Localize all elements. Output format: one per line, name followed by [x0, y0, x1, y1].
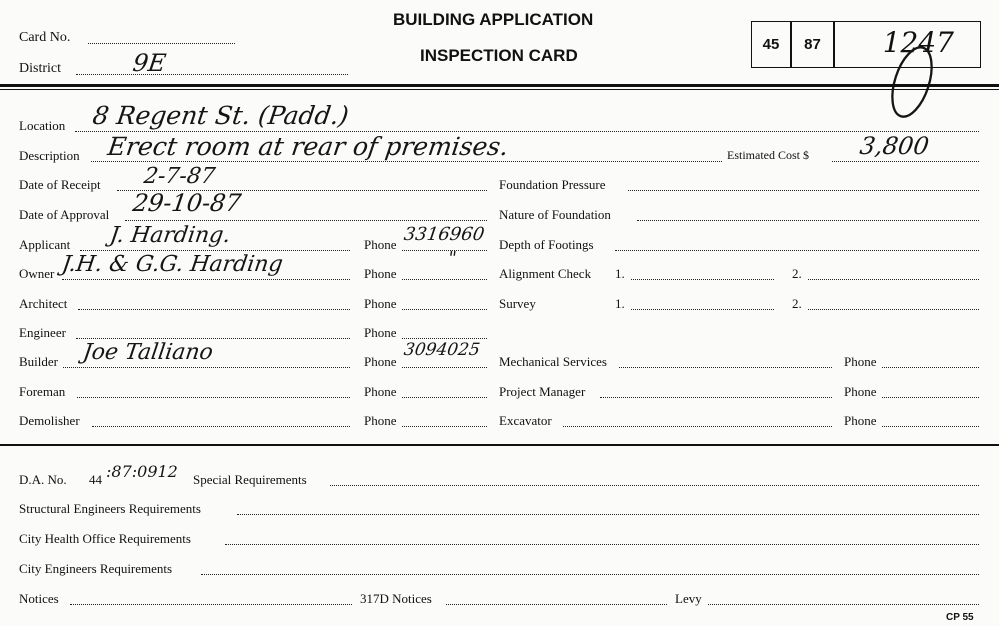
foreman-label: Foreman [19, 384, 66, 399]
applicant-label: Applicant [19, 237, 71, 252]
da-label: D.A. No. [19, 472, 67, 487]
owner-phone-label: Phone [364, 266, 397, 281]
architect-phone-label: Phone [364, 296, 397, 311]
approval-label: Date of Approval [19, 207, 110, 222]
card-number-value: 1247 [882, 26, 954, 59]
da-value: :87:0912 [106, 462, 178, 481]
card-no-line [88, 43, 235, 44]
notices-line [70, 604, 352, 605]
foundation-pressure-line [628, 190, 979, 191]
special-req-label: Special Requirements [193, 472, 307, 487]
engineer-line [76, 338, 350, 339]
structural-req-label: Structural Engineers Requirements [19, 501, 201, 516]
notices-317d-label: 317D Notices [360, 591, 432, 606]
approval-value: 29-10-87 [131, 189, 243, 217]
special-req-line [330, 485, 979, 486]
da-prefix: 44 [89, 472, 102, 487]
box-series: 45 [751, 21, 791, 68]
owner-value: J.H. & G.G. Harding [60, 252, 285, 277]
applicant-phone-line [402, 250, 487, 251]
description-value: Erect room at rear of premises. [105, 132, 511, 161]
notices-label: Notices [19, 591, 59, 606]
project-manager-line [600, 397, 832, 398]
estimated-cost-line [832, 161, 979, 162]
estimated-cost-label: Estimated Cost $ [727, 148, 809, 162]
structural-req-line [237, 514, 979, 515]
engineer-phone-label: Phone [364, 325, 397, 340]
district-label: District [19, 61, 61, 76]
mechanical-line [619, 367, 832, 368]
owner-phone-value: " [446, 248, 458, 269]
excavator-phone-line [882, 426, 979, 427]
excavator-label: Excavator [499, 413, 552, 428]
foundation-pressure-label: Foundation Pressure [499, 177, 606, 192]
survey-1-label: 1. [615, 296, 625, 311]
owner-line [62, 279, 350, 280]
form-code: CP 55 [946, 612, 974, 623]
pm-phone-label: Phone [844, 384, 877, 399]
pm-phone-line [882, 397, 979, 398]
demolisher-label: Demolisher [19, 413, 80, 428]
header-rule-top [0, 84, 999, 87]
owner-phone-line [402, 279, 487, 280]
depth-footings-line [615, 250, 979, 251]
applicant-value: J. Harding. [108, 223, 233, 248]
mechanical-label: Mechanical Services [499, 354, 607, 369]
architect-label: Architect [19, 296, 68, 311]
estimated-cost-value: 3,800 [858, 132, 931, 160]
builder-phone-value: 3094025 [402, 340, 482, 360]
demolisher-phone-line [402, 426, 487, 427]
city-eng-req-label: City Engineers Requirements [19, 561, 173, 576]
alignment-check-label: Alignment Check [499, 266, 592, 281]
demolisher-phone-label: Phone [364, 413, 397, 428]
description-label: Description [19, 148, 80, 163]
receipt-value: 2-7-87 [142, 164, 217, 189]
survey-2-label: 2. [792, 296, 802, 311]
applicant-line [80, 250, 350, 251]
engineer-phone-line [402, 338, 487, 339]
depth-footings-label: Depth of Footings [499, 237, 594, 252]
engineer-label: Engineer [19, 325, 66, 340]
alignment-2-line [808, 279, 979, 280]
foreman-line [77, 397, 350, 398]
applicant-phone-value: 3316960 [402, 224, 486, 245]
box-year: 87 [791, 21, 834, 68]
mechanical-phone-label: Phone [844, 354, 877, 369]
alignment-1-label: 1. [615, 266, 625, 281]
section-rule [0, 444, 999, 446]
district-line [76, 74, 348, 75]
location-label: Location [19, 118, 66, 133]
excavator-line [563, 426, 832, 427]
builder-value: Joe Talliano [81, 340, 215, 365]
description-line [91, 161, 722, 162]
form-title-line1: BUILDING APPLICATION [393, 10, 594, 29]
levy-label: Levy [675, 591, 702, 606]
survey-label: Survey [499, 296, 536, 311]
health-req-line [225, 544, 979, 545]
approval-line [125, 220, 487, 221]
health-req-label: City Health Office Requirements [19, 531, 191, 546]
header-rule-bottom [0, 89, 999, 90]
alignment-1-line [631, 279, 774, 280]
nature-foundation-label: Nature of Foundation [499, 207, 611, 222]
form-title-line2: INSPECTION CARD [420, 46, 578, 65]
excavator-phone-label: Phone [844, 413, 877, 428]
demolisher-line [92, 426, 350, 427]
survey-1-line [631, 309, 774, 310]
builder-label: Builder [19, 354, 58, 369]
levy-line [708, 604, 979, 605]
applicant-phone-label: Phone [364, 237, 397, 252]
city-eng-req-line [201, 574, 979, 575]
builder-phone-line [402, 367, 487, 368]
architect-line [78, 309, 350, 310]
builder-phone-label: Phone [364, 354, 397, 369]
survey-2-line [808, 309, 979, 310]
card-no-label: Card No. [19, 30, 71, 45]
foreman-phone-line [402, 397, 487, 398]
notices-317d-line [446, 604, 667, 605]
owner-label: Owner [19, 266, 55, 281]
location-value: 8 Regent St. (Padd.) [90, 101, 351, 130]
district-value: 9E [131, 49, 168, 77]
project-manager-label: Project Manager [499, 384, 586, 399]
alignment-2-label: 2. [792, 266, 802, 281]
mechanical-phone-line [882, 367, 979, 368]
receipt-label: Date of Receipt [19, 177, 101, 192]
architect-phone-line [402, 309, 487, 310]
builder-line [63, 367, 350, 368]
circle-mark-icon [878, 42, 948, 122]
nature-foundation-line [637, 220, 979, 221]
foreman-phone-label: Phone [364, 384, 397, 399]
